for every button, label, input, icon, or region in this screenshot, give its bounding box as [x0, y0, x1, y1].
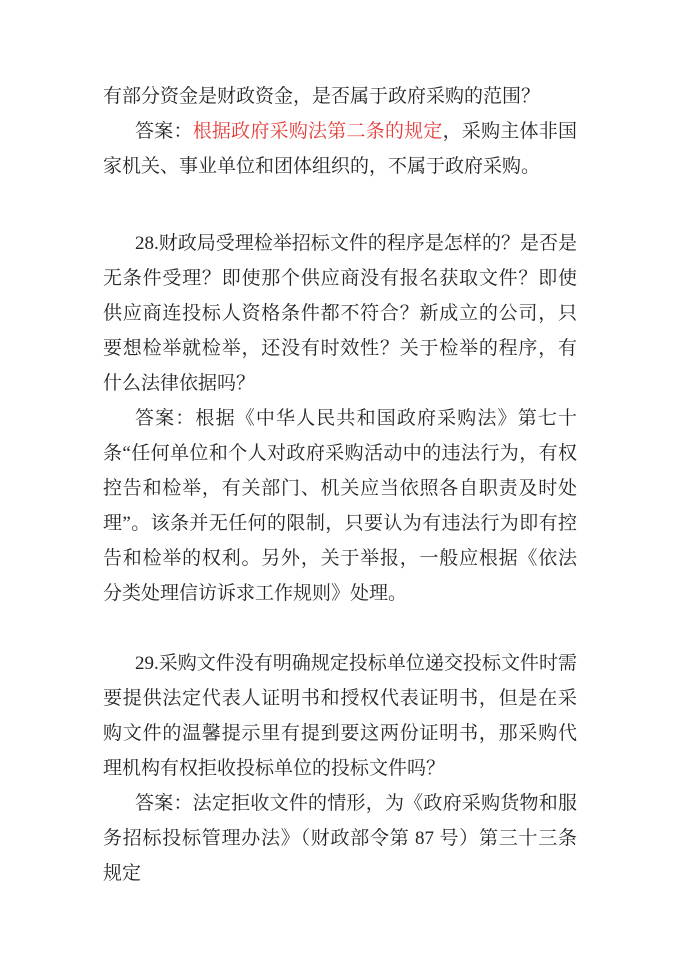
answer-text: ，采购主体非国家机关、事业单位和团体组织的，不属于政府采购。 — [103, 121, 577, 177]
paragraph-answer-28: 答案：根据《中华人民共和国政府采购法》第七十条“任何单位和个人对政府采购活动中的违法行为，有权控告和检举，有关部门、机关应当依照各自职责及时处理”。该条并无任何的限制，只要认为有违法行为即有控告和检举的权利。另外，关于举报，一般应根据《依法分类处理信访诉求工作规则》处理。 — [103, 408, 577, 604]
paragraph-question-29: 29.采购文件没有明确规定投标单位递交投标文件时需要提供法定代表人证明书和授权代表证明书，但是在采购文件的温馨提示里有提到要这两份证明书，那采购代理机构有权拒收投标单位的投标文件吗？ — [103, 653, 577, 779]
paragraph-answer-29: 答案：法定拒收文件的情形，为《政府采购货物和服务招标投标管理办法》（财政部令第 87 号）第三十三条规定 — [103, 793, 577, 884]
answer-label: 答案： — [135, 121, 193, 142]
document-content — [103, 79, 577, 891]
paragraph-continuation-question: 有部分资金是财政资金，是否属于政府采购的范围？ — [103, 86, 541, 107]
paragraph-continuation-answer — [103, 114, 577, 184]
paragraph-question-28: 28.财政局受理检举招标文件的程序是怎样的？是否是无条件受理？即使那个供应商没有报名获取文件？即使供应商连投标人资格条件都不符合？新成立的公司，只要想检举就检举，还没有时效性？关于检举的程序，有什么法律依据吗？ — [103, 233, 577, 394]
highlighted-citation-text: 根据政府采购法第二条的规定 — [192, 121, 443, 142]
